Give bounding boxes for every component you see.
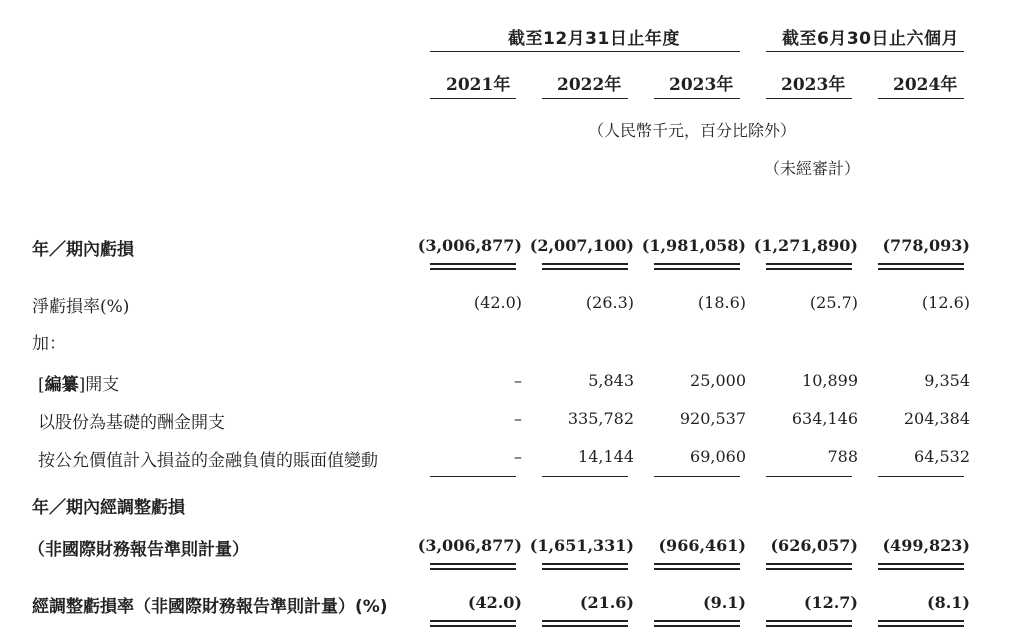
cell-sbc-2023: 920,537 [679, 409, 746, 428]
cell-fv-2022: 14,144 [578, 447, 634, 466]
double-rule [430, 620, 516, 622]
double-rule [654, 563, 740, 565]
double-rule [430, 563, 516, 565]
year-rule-2 [542, 98, 628, 99]
double-rule [878, 568, 964, 570]
double-rule [766, 263, 852, 265]
year-rule-4 [766, 98, 852, 99]
cell-adj-loss-2022: (1,651,331) [529, 536, 634, 555]
year-header-2023: 2023年 [669, 75, 734, 95]
row-label-net-loss-rate: 淨虧損率(%) [32, 297, 130, 317]
double-rule [654, 620, 740, 622]
cell-net-loss-2024h1: (778,093) [882, 236, 970, 255]
subtotal-rule-5 [878, 476, 964, 477]
year-header-2021: 2021年 [446, 75, 511, 95]
year-rule-1 [430, 98, 516, 99]
cell-fv-2023h1: 788 [827, 447, 858, 466]
row-label-adjusted-loss: 年／期內經調整虧損 [32, 498, 185, 518]
cell-adj-rate-2021: (42.0) [467, 593, 522, 612]
row-label-adjusted-loss-rate: 經調整虧損率（非國際財務報告準則計量）(%) [32, 597, 388, 617]
cell-sbc-2024h1: 204,384 [903, 409, 970, 428]
year-header-2022: 2022年 [557, 75, 622, 95]
cell-net-loss-rate-2023h1: (25.7) [809, 293, 858, 312]
double-rule [766, 620, 852, 622]
cell-sbc-2021: – [514, 409, 522, 428]
double-rule [654, 568, 740, 570]
header-group-year-end: 截至12月31日止年度 [508, 29, 680, 49]
cell-redacted-2023: 25,000 [690, 371, 746, 390]
cell-net-loss-rate-2023: (18.6) [697, 293, 746, 312]
header-group-six-months: 截至6月30日止六個月 [782, 29, 959, 49]
double-rule [430, 625, 516, 627]
year-rule-5 [878, 98, 964, 99]
double-rule [542, 620, 628, 622]
subtotal-rule-1 [430, 476, 516, 477]
double-rule [430, 263, 516, 265]
row-label-adjusted-loss-nonifrs: （非國際財務報告準則計量） [28, 540, 249, 560]
cell-adj-loss-2023h1: (626,057) [770, 536, 858, 555]
redacted-word: 編纂 [44, 375, 79, 395]
unit-note: （人民幣千元，百分比除外） [588, 121, 797, 140]
bracket-open: [ [38, 375, 45, 395]
double-rule [542, 563, 628, 565]
double-rule [654, 263, 740, 265]
double-rule [766, 268, 852, 270]
cell-redacted-2022: 5,843 [588, 371, 634, 390]
double-rule [766, 568, 852, 570]
cell-net-loss-rate-2022: (26.3) [585, 293, 634, 312]
cell-net-loss-rate-2021: (42.0) [473, 293, 522, 312]
cell-net-loss-2022: (2,007,100) [529, 236, 634, 255]
double-rule [878, 268, 964, 270]
cell-adj-loss-2024h1: (499,823) [882, 536, 970, 555]
cell-redacted-2024h1: 9,354 [924, 371, 970, 390]
double-rule [430, 568, 516, 570]
cell-fv-2023: 69,060 [690, 447, 746, 466]
cell-net-loss-2023h1: (1,271,890) [753, 236, 858, 255]
subtotal-rule-4 [766, 476, 852, 477]
double-rule [878, 625, 964, 627]
cell-adj-rate-2023: (9.1) [703, 593, 746, 612]
double-rule [878, 263, 964, 265]
double-rule [878, 563, 964, 565]
double-rule [542, 568, 628, 570]
cell-fv-2021: – [514, 447, 522, 466]
double-rule [654, 625, 740, 627]
double-rule [430, 268, 516, 270]
cell-net-loss-2021: (3,006,877) [417, 236, 522, 255]
cell-adj-rate-2023h1: (12.7) [803, 593, 858, 612]
double-rule [654, 268, 740, 270]
header-group-six-months-rule [766, 51, 964, 52]
cell-sbc-2022: 335,782 [567, 409, 634, 428]
subtotal-rule-3 [654, 476, 740, 477]
row-label-share-based-comp: 以股份為基礎的酬金開支 [38, 413, 225, 433]
cell-sbc-2023h1: 634,146 [791, 409, 858, 428]
unaudited-note: （未經審計） [764, 159, 861, 178]
cell-adj-loss-2023: (966,461) [658, 536, 746, 555]
row-label-redacted-expense [38, 370, 119, 395]
double-rule [542, 263, 628, 265]
cell-redacted-2021: – [514, 371, 522, 390]
double-rule [542, 268, 628, 270]
subtotal-rule-2 [542, 476, 628, 477]
cell-adj-rate-2022: (21.6) [579, 593, 634, 612]
year-rule-3 [654, 98, 740, 99]
year-header-2023-h1: 2023年 [781, 75, 846, 95]
year-header-2024-h1: 2024年 [893, 75, 958, 95]
cell-net-loss-rate-2024h1: (12.6) [921, 293, 970, 312]
double-rule [766, 625, 852, 627]
row-label-net-loss: 年／期內虧損 [32, 240, 134, 260]
header-group-year-end-rule [430, 51, 740, 52]
cell-fv-2024h1: 64,532 [914, 447, 970, 466]
cell-adj-rate-2024h1: (8.1) [927, 593, 970, 612]
double-rule [542, 625, 628, 627]
row-label-add: 加： [32, 334, 66, 354]
bracket-close-expense: ]開支 [78, 375, 120, 395]
cell-adj-loss-2021: (3,006,877) [417, 536, 522, 555]
cell-redacted-2023h1: 10,899 [802, 371, 858, 390]
cell-net-loss-2023: (1,981,058) [641, 236, 746, 255]
double-rule [878, 620, 964, 622]
double-rule [766, 563, 852, 565]
row-label-fv-change: 按公允價值計入損益的金融負債的賬面值變動 [38, 451, 378, 471]
